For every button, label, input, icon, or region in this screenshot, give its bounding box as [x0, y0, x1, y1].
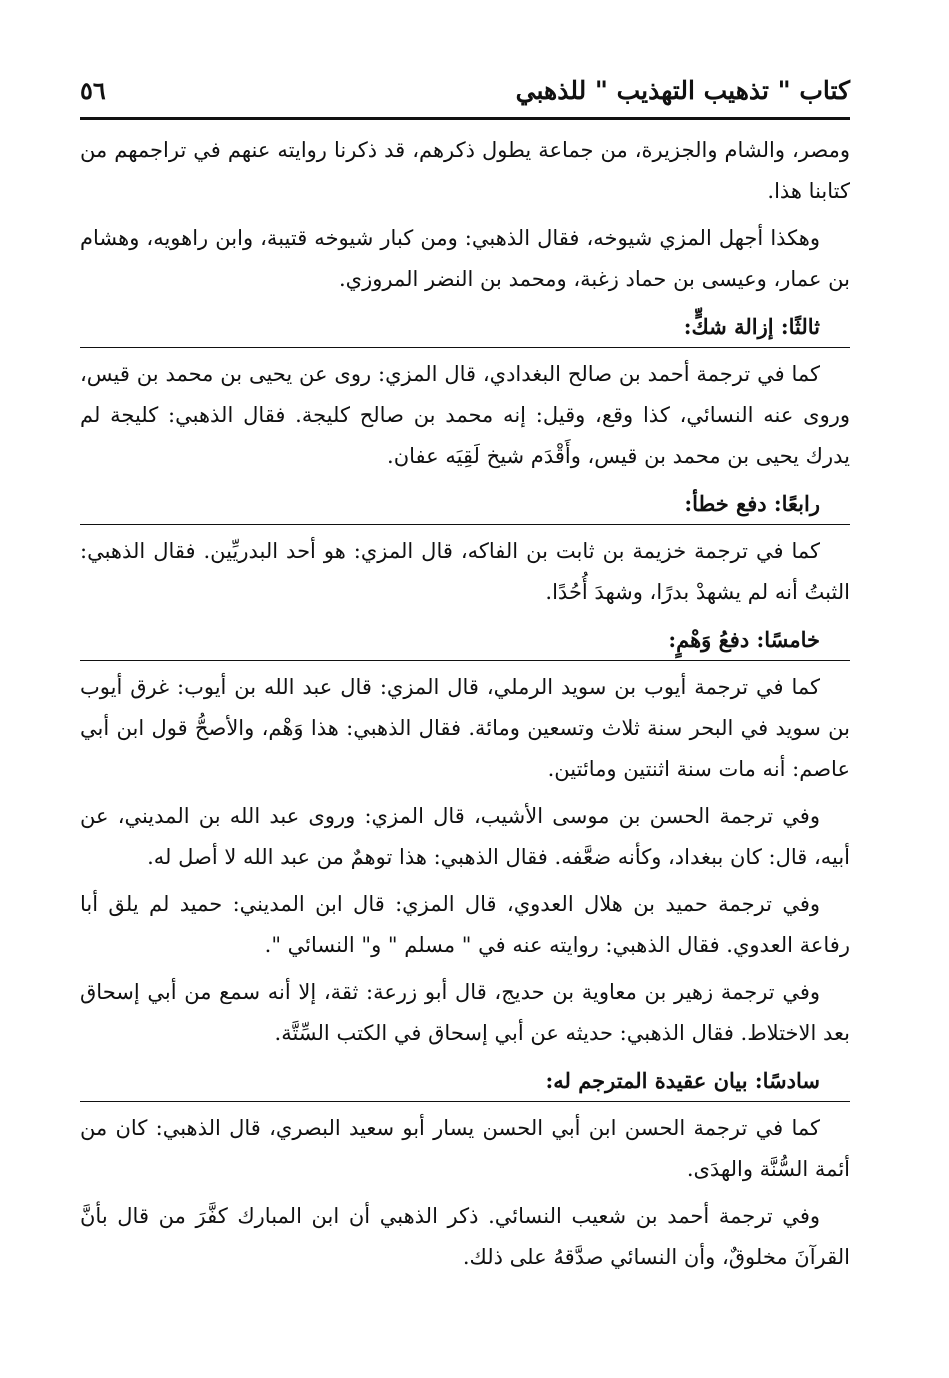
section-heading: ثالثًا: إزالة شكٍّ:: [683, 314, 820, 339]
section-heading: سادسًا: بيان عقيدة المترجم له:: [545, 1068, 820, 1093]
paragraph: وفي ترجمة الحسن بن موسى الأشيب، قال المزي: وروى عبد الله بن المديني، عن أبيه، قال: كان ببغداد، وكأنه ضعَّفه. فقال الذهبي: هذا توهمٌ من عبد الله لا أصل له.: [80, 804, 850, 869]
section-heading-wrapper: [80, 306, 850, 348]
section-heading-wrapper: [80, 1060, 850, 1102]
section-heading: خامسًا: دفعُ وَهْمٍ:: [668, 627, 820, 652]
paragraph: كما في ترجمة خزيمة بن ثابت بن الفاكه، قال المزي: هو أحد البدريِّين. فقال الذهبي: الثبتُ أنه لم يشهدْ بدرًا، وشهدَ أُحُدًا.: [80, 539, 850, 604]
section-heading-wrapper: [80, 619, 850, 661]
paragraph: ومصر، والشام والجزيرة، من جماعة يطول ذكرهم، قد ذكرنا روايته عنهم في تراجمهم من كتابنا هذا.: [80, 138, 850, 203]
paragraph: وفي ترجمة زهير بن معاوية بن حديج، قال أبو زرعة: ثقة، إلا أنه سمع من أبي إسحاق بعد الاختلاط. فقال الذهبي: حديثه عن أبي إسحاق في الكتب السِّتَّة.: [80, 980, 850, 1045]
page-body: [80, 130, 850, 1284]
page-number: ٥٦: [80, 75, 106, 105]
paragraph: وفي ترجمة حميد بن هلال العدوي، قال المزي: قال ابن المديني: حميد لم يلق أبا رفاعة العدوي. فقال الذهبي: روايته عنه في " مسلم " و" النسائي ".: [80, 892, 850, 957]
running-header: [80, 68, 850, 112]
paragraph: كما في ترجمة أحمد بن صالح البغدادي، قال المزي: روى عن يحيى بن محمد بن قيس، وروى عنه النسائي، كذا وقع، وقيل: إنه محمد بن صالح كليجة. فقال الذهبي: كليجة لم يدرك يحيى بن محمد بن قيس، وأَقْدَم شيخ لَقِيَه عفان.: [80, 362, 850, 468]
book-title: كتاب " تذهيب التهذيب " للذهبي: [515, 75, 850, 105]
paragraph: كما في ترجمة الحسن ابن أبي الحسن يسار أبو سعيد البصري، قال الذهبي: كان من أئمة السُّنَّة والهدَى.: [80, 1116, 850, 1181]
paragraph: وهكذا أجهل المزي شيوخه، فقال الذهبي: ومن كبار شيوخه قتيبة، وابن راهويه، وهشام بن عمار، وعيسى بن حماد زغبة، ومحمد بن النضر المروزي.: [80, 226, 850, 291]
header-divider: [80, 117, 850, 120]
section-heading: رابعًا: دفع خطأ:: [684, 491, 820, 516]
paragraph: كما في ترجمة أيوب بن سويد الرملي، قال المزي: قال عبد الله بن أيوب: غرق أيوب بن سويد في البحر سنة ثلاث وتسعين ومائة. فقال الذهبي: هذا وَهْم، والأصحُّ قول ابن أبي عاصم: أنه مات سنة اثنتين ومائتين.: [80, 675, 850, 781]
paragraph: وفي ترجمة أحمد بن شعيب النسائي. ذكر الذهبي أن ابن المبارك كفَّرَ من قال بأنَّ القرآنَ مخلوقٌ، وأن النسائي صدَّقهُ على ذلك.: [80, 1204, 850, 1269]
section-heading-wrapper: [80, 483, 850, 525]
